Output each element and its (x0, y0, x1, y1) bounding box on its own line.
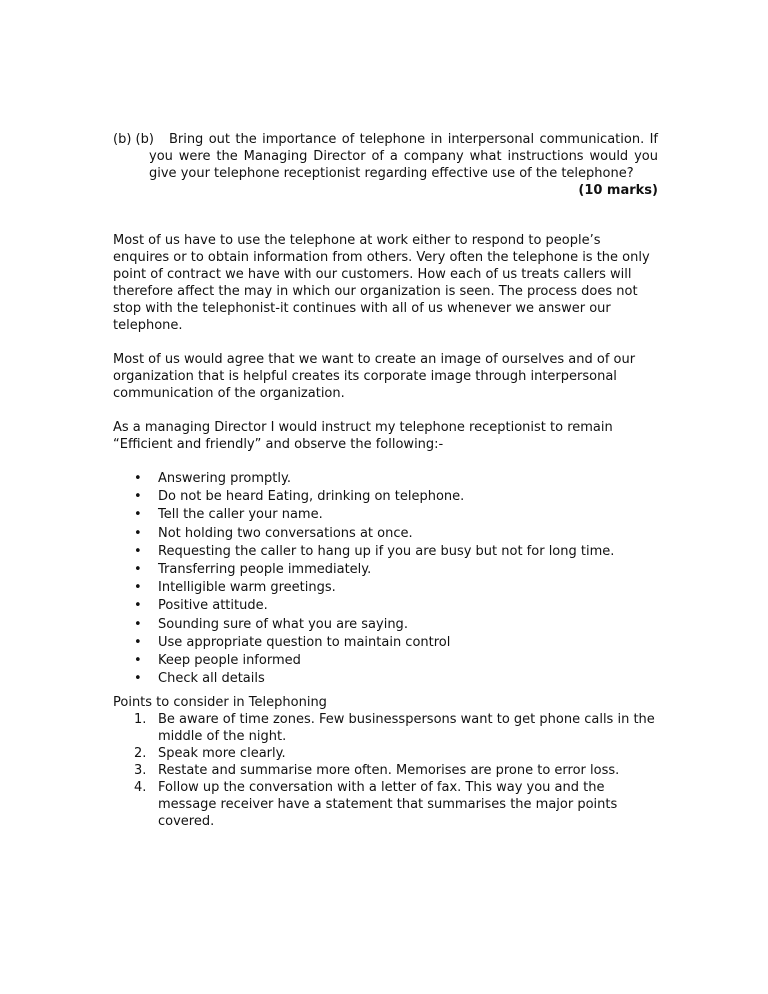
bullet-icon: • (134, 634, 142, 650)
numbered-item (113, 711, 658, 745)
item-text: Speak more clearly. (158, 746, 286, 762)
question-line-1: Bring out the importance of telephone in interpersonal communication. If (168, 132, 658, 147)
list-item (113, 652, 658, 670)
bullet-icon: • (134, 543, 142, 559)
list-item-text: Intelligible warm greetings. (158, 580, 336, 596)
numbered-item (113, 745, 658, 762)
bullet-icon: • (134, 471, 142, 486)
item-number: 2. (134, 746, 147, 762)
question-label: (b) (b) (113, 132, 154, 147)
list-item (113, 579, 658, 597)
instruction-list (113, 470, 658, 688)
list-item (113, 506, 658, 524)
list-item (113, 561, 658, 579)
document-page (113, 131, 658, 830)
list-item-text: Sounding sure of what you are saying. (158, 616, 408, 632)
bullet-icon: • (134, 671, 142, 687)
list-item (113, 525, 658, 543)
bullet-icon: • (134, 580, 142, 596)
bullet-icon: • (134, 525, 142, 541)
list-item-text: Transferring people immediately. (158, 561, 372, 577)
bullet-icon: • (134, 616, 142, 632)
numbered-item (113, 779, 658, 830)
paragraph-instruction: As a managing Director I would instruct my telephone receptionist to remain “Efficient and friendly” and observe the following:- (113, 420, 613, 452)
list-item-text: Requesting the caller to hang up if you are busy but not for long time. (158, 543, 615, 559)
item-text: Be aware of time zones. Few businesspersons want to get phone calls in the middle of the night. (158, 712, 655, 745)
item-number: 1. (134, 712, 147, 728)
list-item (113, 597, 658, 615)
bullet-icon: • (134, 489, 142, 505)
list-item-text: Check all details (158, 671, 265, 687)
paragraph-intro: Most of us have to use the telephone at work either to respond to people’s enquires or to obtain information from others. Very often the telephone is the only point of contract we have with our customers. How each of us treats callers will therefore affect the may in which our organization is seen. The process does not stop with the telephonist-it continues with all of us whenever we answer our telephone. (113, 233, 650, 333)
item-number: 4. (134, 780, 147, 796)
list-item-text: Tell the caller your name. (158, 507, 323, 523)
points-heading: Points to consider in Telephoning (113, 695, 327, 711)
list-item (113, 488, 658, 506)
list-item-text: Positive attitude. (158, 598, 268, 614)
points-list (113, 711, 658, 830)
question-line-3: give your telephone receptionist regarding effective use of the telephone? (149, 166, 634, 181)
list-item-text: Keep people informed (158, 652, 301, 668)
bullet-icon: • (134, 598, 142, 614)
item-number: 3. (134, 763, 147, 779)
question-marks: (10 marks) (578, 183, 658, 198)
item-text: Follow up the conversation with a letter of fax. This way you and the message receiver have a statement that summarises the major points covered. (158, 780, 618, 830)
item-text: Restate and summarise more often. Memorises are prone to error loss. (158, 763, 620, 779)
bullet-icon: • (134, 561, 142, 577)
bullet-icon: • (134, 507, 142, 523)
list-item-text: Do not be heard Eating, drinking on telephone. (158, 489, 465, 505)
list-item (113, 670, 658, 688)
question-line-2: you were the Managing Director of a company what instructions would you (149, 149, 658, 164)
paragraph-image: Most of us would agree that we want to create an image of ourselves and of our organization that is helpful creates its corporate image through interpersonal communication of the organization. (113, 352, 636, 401)
list-item-text: Not holding two conversations at once. (158, 525, 413, 541)
exam-question (113, 131, 658, 199)
list-item (113, 543, 658, 561)
list-item (113, 616, 658, 634)
question-first-line (113, 131, 658, 148)
list-item (113, 634, 658, 652)
list-item-text: Use appropriate question to maintain control (158, 634, 451, 650)
bullet-icon: • (134, 652, 142, 668)
list-item (113, 470, 658, 488)
numbered-item (113, 762, 658, 779)
list-item-text: Answering promptly. (158, 471, 291, 486)
